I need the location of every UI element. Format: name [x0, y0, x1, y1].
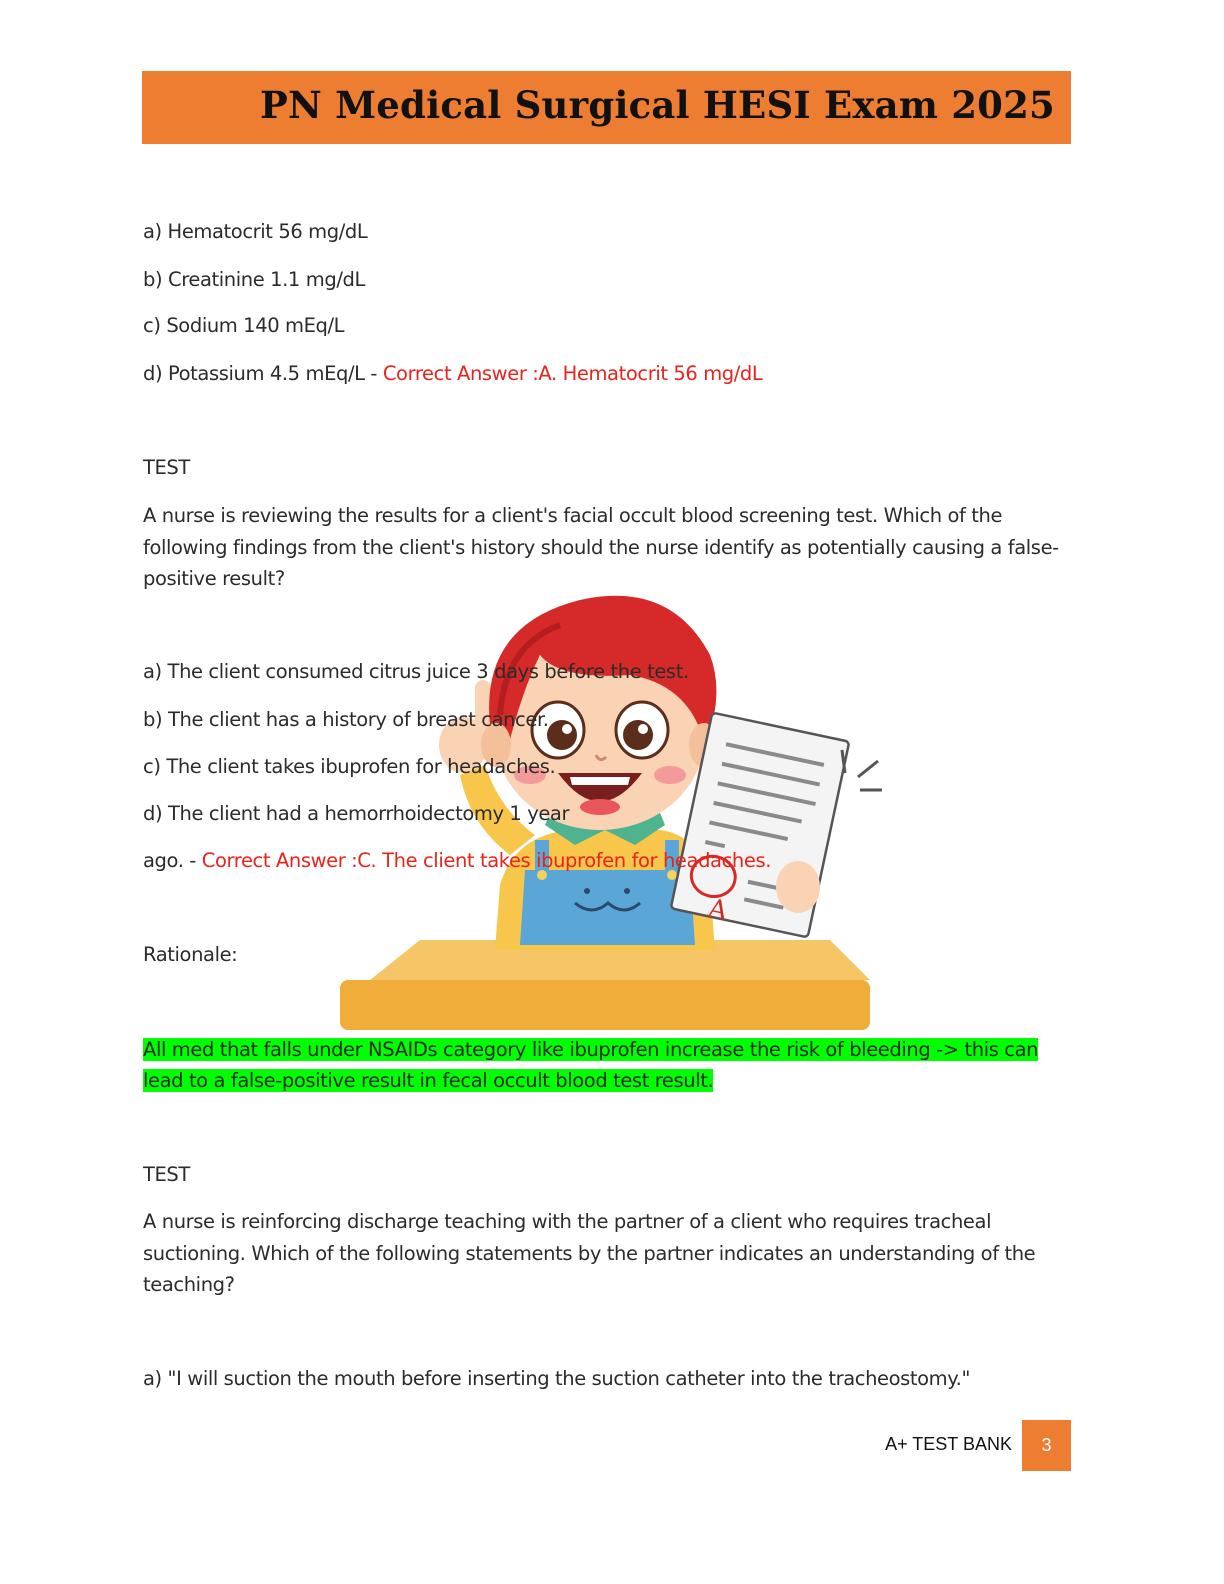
rationale-label: Rationale: [143, 943, 238, 966]
page-number: 3 [1022, 1420, 1071, 1471]
q2-correct-answer: Correct Answer :C. The client takes ibuprofen for headaches. [201, 849, 772, 872]
q2-option-c: c) The client takes ibuprofen for headaches. [143, 755, 556, 778]
rationale-highlight-2: lead to a false-positive result in fecal occult blood test result. [143, 1069, 714, 1092]
q1-option-d-text: d) Potassium 4.5 mEq/L - [143, 362, 383, 385]
q1-option-a: a) Hematocrit 56 mg/dL [143, 220, 368, 243]
q3-question: A nurse is reinforcing discharge teaching with the partner of a client who requires tracheal suctioning. Which of the following statements by the partner indicates an understanding of the teaching? [143, 1210, 1036, 1296]
q3-option-a: a) "I will suction the mouth before inserting the suction catheter into the tracheostomy." [143, 1367, 971, 1390]
header-bar [142, 71, 1071, 144]
q2-option-d-continuation: ago. - [143, 849, 202, 872]
rationale-line-1 [143, 1034, 1038, 1065]
footer-label: A+ TEST BANK [885, 1434, 1012, 1454]
rationale-highlight-1: All med that falls under NSAIDs category like ibuprofen increase the risk of bleeding -> this can [143, 1038, 1039, 1061]
q2-option-a: a) The client consumed citrus juice 3 days before the test. [143, 660, 689, 683]
q2-option-d: d) The client had a hemorrhoidectomy 1 year [143, 802, 570, 825]
q1-option-b: b) Creatinine 1.1 mg/dL [143, 268, 365, 291]
q3-label: TEST [143, 1163, 190, 1186]
q1-correct-answer: Correct Answer :A. Hematocrit 56 mg/dL [382, 362, 763, 385]
q1-option-c: c) Sodium 140 mEq/L [143, 314, 345, 337]
rationale-line-2 [143, 1065, 713, 1096]
q2-option-b: b) The client has a history of breast cancer. [143, 708, 549, 731]
document-title: PN Medical Surgical HESI Exam 2025 [260, 83, 1055, 127]
q1-option-d [143, 358, 762, 389]
q2-answer-line [143, 845, 771, 876]
q2-label: TEST [143, 456, 190, 479]
q2-question: A nurse is reviewing the results for a client's facial occult blood screening test. Which of the following findings from the client's history should the nurse identify as potentially causing a false-positive result? [143, 504, 1059, 590]
grade-mark: A [705, 893, 731, 927]
